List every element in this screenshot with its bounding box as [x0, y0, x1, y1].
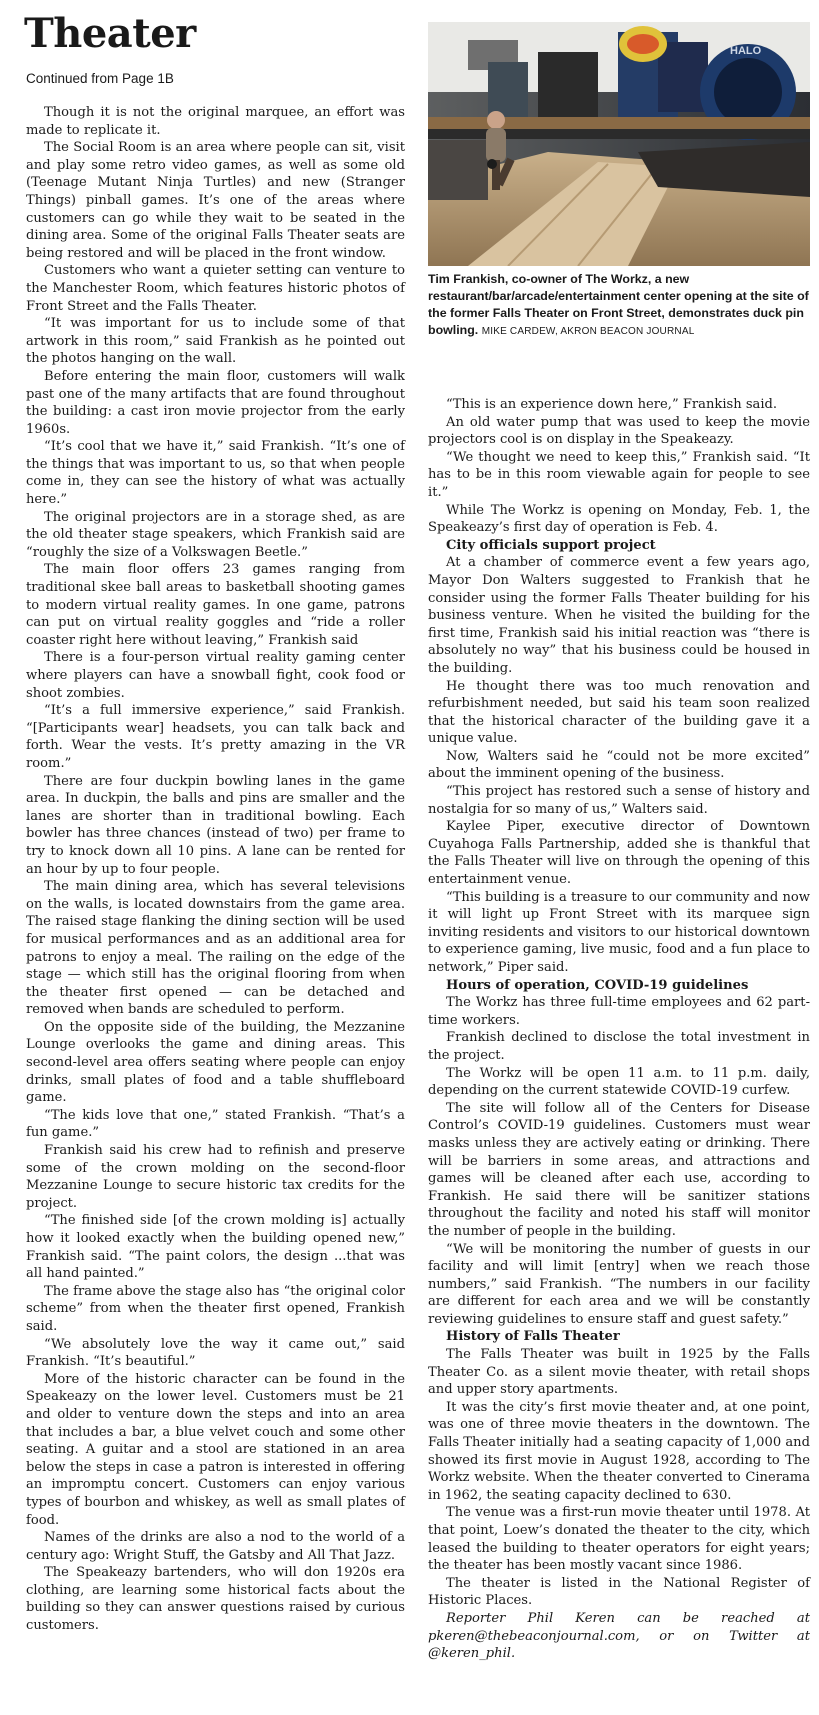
- section-heading: City officials support project: [446, 537, 656, 553]
- continued-from-line: Continued from Page 1B: [26, 71, 174, 86]
- paragraph: On the opposite side of the building, the Mezzanine Lounge overlooks the game and dining areas. This second-level area offers seating where people can enjoy drinks, small plates of food and a table shuffleboard game.: [26, 1019, 405, 1106]
- paragraph: An old water pump that was used to keep the movie projectors cool is on display in the Speakeazy.: [428, 414, 810, 448]
- bowling-photo: [428, 22, 810, 266]
- paragraph: “This is an experience down here,” Frankish said.: [446, 397, 778, 412]
- paragraph: The original projectors are in a storage shed, as are the old theater stage speakers, which Frankish said are “roughly the size of a Volkswagen Beetle.”: [26, 509, 405, 560]
- paragraph: He thought there was too much renovation and refurbishment needed, but said his team soon realized that the historical character of the building gave it a unique value.: [428, 678, 810, 747]
- paragraph: “It’s a full immersive experience,” said Frankish. “[Participants wear] headsets, you can talk back and forth. Wear the vests. It’s pretty amazing in the VR room.”: [26, 703, 405, 771]
- paragraph: Before entering the main floor, customers will walk past one of the many artifacts that are found throughout the building: a cast iron movie projector from the early 1960s.: [26, 368, 405, 437]
- paragraph: The theater is listed in the National Register of Historic Places.: [428, 1575, 810, 1609]
- photo-caption: [428, 271, 810, 340]
- paragraph: Names of the drinks are also a nod to the world of a century ago: Wright Stuff, the Gatsby and All That Jazz.: [26, 1530, 405, 1563]
- paragraph: The venue was a first-run movie theater until 1978. At that point, Loew’s donated the theater to the city, which leased the building to theater operators for eight years; the theater has been mostly vacant since 1986.: [428, 1505, 810, 1574]
- paragraph: “We will be monitoring the number of guests in our facility and will limit [entry] when we reach those numbers,” said Frankish. “The numbers in our facility are different for each area and we will be constantly reviewing guidelines to ensure staff and guest safety.”: [428, 1241, 810, 1327]
- headline: Theater: [24, 10, 196, 57]
- paragraph: “It was important for us to include some of that artwork in this room,” said Frankish as he pointed out the photos hanging on the wall.: [26, 316, 405, 367]
- paragraph: More of the historic character can be found in the Speakeazy on the lower level. Customers must be 21 and older to venture down the steps and into an area that includes a bar, a blue velvet couch and some other seating. A guitar and a stool are stationed in an area below the steps in case a patron is interested in offering an impromptu concert. Customers can enjoy various types of bourbon and whiskey, as well as small plates of food.: [26, 1371, 405, 1528]
- paragraph: The Workz has three full-time employees and 62 part-time workers.: [428, 995, 810, 1028]
- paragraph: It was the city’s first movie theater and, at one point, was one of three movie theaters in the downtown. The Falls Theater initially had a seating capacity of 1,000 and showed its first movie in August 1928, according to The Workz website. When the theater converted to Cinerama in 1962, the seating capacity declined to 630.: [428, 1399, 810, 1503]
- paragraph: While The Workz is opening on Monday, Feb. 1, the Speakeazy’s first day of operation is Feb. 4.: [428, 502, 810, 536]
- paragraph: Though it is not the original marquee, an effort was made to replicate it.: [26, 105, 405, 138]
- paragraph: There is a four-person virtual reality gaming center where players can have a snowball fight, cook food or shoot zombies.: [26, 650, 405, 701]
- paragraph: The main dining area, which has several televisions on the walls, is located downstairs from the game area. The raised stage flanking the dining section will be used for musical performances and as an additional area for patrons to enjoy a meal. The railing on the edge of the stage — which still has the original flooring from when the theater first opened — can be detached and removed when bands are scheduled to perform.: [26, 879, 405, 1018]
- paragraph: The Workz will be open 11 a.m. to 11 p.m. daily, depending on the current statewide COVID-19 curfew.: [428, 1065, 810, 1099]
- photo-credit: MIKE CARDEW, AKRON BEACON JOURNAL: [481, 326, 695, 337]
- paragraph: “The kids love that one,” stated Frankish. “That’s a fun game.”: [26, 1107, 405, 1141]
- reporter-signoff: Reporter Phil Keren can be reached at pkeren@thebeaconjournal.com, or on Twitter at @keren_phil.: [428, 1610, 810, 1662]
- paragraph: Now, Walters said he “could not be more excited” about the imminent opening of the business.: [428, 748, 810, 782]
- right-column: [428, 396, 810, 1663]
- paragraph: “It’s cool that we have it,” said Frankish. “It’s one of the things that was important to us, so that when people come in, they can see the history of what was actually here.”: [26, 439, 405, 508]
- paragraph: At a chamber of commerce event a few years ago, Mayor Don Walters suggested to Frankish that he consider using the former Falls Theater building for his business venture. When he visited the building for the first time, Frankish said his initial reaction was “there is absolutely no way” that his business could be housed in the building.: [428, 555, 810, 676]
- paragraph: Frankish said his crew had to refinish and preserve some of the crown molding on the second-floor Mezzanine Lounge to secure historic tax credits for the project.: [26, 1143, 405, 1211]
- paragraph: The frame above the stage also has “the original color scheme” from when the theater first opened, Frankish said.: [26, 1283, 405, 1334]
- paragraph: The Speakeazy bartenders, who will don 1920s era clothing, are learning some historical facts about the building so they can answer questions raised by curious customers.: [26, 1565, 405, 1634]
- section-heading: Hours of operation, COVID-19 guidelines: [446, 977, 749, 993]
- paragraph: The main floor offers 23 games ranging from traditional skee ball areas to basketball shooting games to modern virtual reality games. In one game, patrons can put on virtual reality goggles and “ride a roller coaster right here without leaving,” Frankish said: [26, 562, 405, 648]
- paragraph: The Social Room is an area where people can sit, visit and play some retro video games, as well as some old (Teenage Mutant Ninja Turtles) and new (Stranger Things) pinball games. It’s one of the areas where customers can go while they wait to be seated in the dining area. Some of the original Falls Theater seats are being restored and will be placed in the front window.: [26, 140, 405, 261]
- paragraph: “This building is a treasure to our community and now it will light up Front Street with its marquee sign inviting residents and visitors to our historical downtown to experience gaming, live music, food and a fun place to network,” Piper said.: [428, 889, 810, 975]
- section-heading: History of Falls Theater: [446, 1329, 620, 1345]
- paragraph: “We thought we need to keep this,” Frankish said. “It has to be in this room viewable again for people to see it.”: [428, 449, 810, 500]
- paragraph: Customers who want a quieter setting can venture to the Manchester Room, which features historic photos of Front Street and the Falls Theater.: [26, 263, 405, 314]
- paragraph: “We absolutely love the way it came out,” said Frankish. “It’s beautiful.”: [26, 1336, 405, 1370]
- paragraph: There are four duckpin bowling lanes in the game area. In duckpin, the balls and pins are smaller and the lanes are shorter than in traditional bowling. Each bowler has three chances (instead of two) per frame to try to knock down all 10 pins. A lane can be rented for an hour by up to four people.: [26, 773, 405, 877]
- paragraph: Kaylee Piper, executive director of Downtown Cuyahoga Falls Partnership, added she is thankful that the Falls Theater will live on through the opening of this entertainment venue.: [428, 819, 810, 888]
- photo-illustration: [428, 22, 810, 266]
- paragraph: The site will follow all of the Centers for Disease Control’s COVID-19 guidelines. Customers must wear masks unless they are actively eating or drinking. There will be barriers in some areas, and attractions and games will be cleaned after each use, according to Frankish. He said there will be sanitizer stations throughout the facility and noted his staff will monitor the number of people in the building.: [428, 1100, 810, 1239]
- paragraph: Frankish declined to disclose the total investment in the project.: [428, 1030, 810, 1063]
- halo-sign-text: HALO: [730, 45, 762, 57]
- paragraph: The Falls Theater was built in 1925 by the Falls Theater Co. as a silent movie theater, with retail shops and upper story apartments.: [428, 1347, 810, 1398]
- paragraph: “The finished side [of the crown molding is] actually how it looked exactly when the building opened new,” Frankish said. “The paint colors, the design ...that was all hand painted.”: [26, 1213, 405, 1282]
- left-column: [26, 104, 405, 1635]
- paragraph: “This project has restored such a sense of history and nostalgia for so many of us,” Walters said.: [428, 784, 810, 817]
- caption-text: Tim Frankish, co-owner of The Workz, a new restaurant/bar/arcade/entertainment center opening at the site of the former Falls Theater on Front Street, demonstrates duck pin bowling.: [428, 272, 809, 337]
